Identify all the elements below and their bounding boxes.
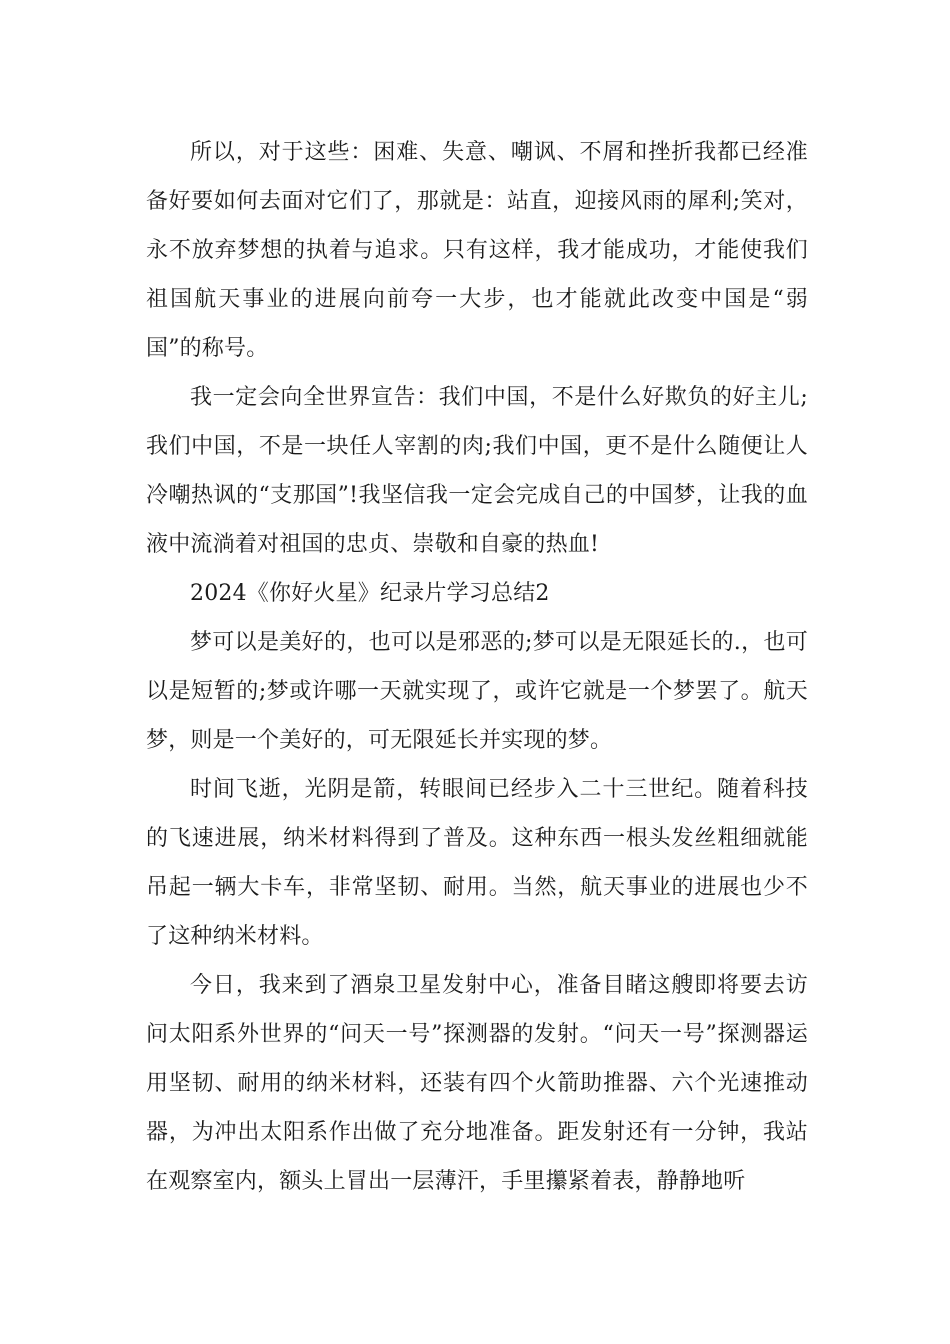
paragraph-1: 所以，对于这些：困难、失意、嘲讽、不屑和挫折我都已经准备好要如何去面对它们了，那就是：站直，迎接风雨的犀利;笑对，永不放弃梦想的执着与追求。只有这样，我才能成功，才能使我们祖国航天事业的进展向前夸一大步，也才能就此改变中国是“弱国”的称号。: [146, 140, 808, 361]
paragraph-3: 梦可以是美好的，也可以是邪恶的;梦可以是无限延长的.，也可以是短暂的;梦或许哪一天就实现了，或许它就是一个梦罢了。航天梦，则是一个美好的，可无限延长并实现的梦。: [146, 630, 808, 753]
paragraph-4: 时间飞逝，光阴是箭，转眼间已经步入二十三世纪。随着科技的飞速进展，纳米材料得到了普及。这种东西一根头发丝粗细就能吊起一辆大卡车，非常坚韧、耐用。当然，航天事业的进展也少不了这种纳米材料。: [146, 777, 808, 949]
section-heading: 2024《你好火星》纪录片学习总结2: [190, 581, 550, 606]
paragraph-2: 我一定会向全世界宣告：我们中国，不是什么好欺负的好主儿;我们中国，不是一块任人宰割的肉;我们中国，更不是什么随便让人冷嘲热讽的“支那国”!我坚信我一定会完成自己的中国梦，让我的血液中流淌着对祖国的忠贞、崇敬和自豪的热血!: [146, 385, 808, 557]
paragraph-5: 今日，我来到了酒泉卫星发射中心，准备目睹这艘即将要去访问太阳系外世界的“问天一号”探测器的发射。“问天一号”探测器运用坚韧、耐用的纳米材料，还装有四个火箭助推器、六个光速推动器，为冲出太阳系作出做了充分地准备。距发射还有一分钟，我站在观察室内，额头上冒出一层薄汗，手里攥紧着表，静静地听: [146, 973, 808, 1194]
document-body: [146, 128, 808, 1206]
